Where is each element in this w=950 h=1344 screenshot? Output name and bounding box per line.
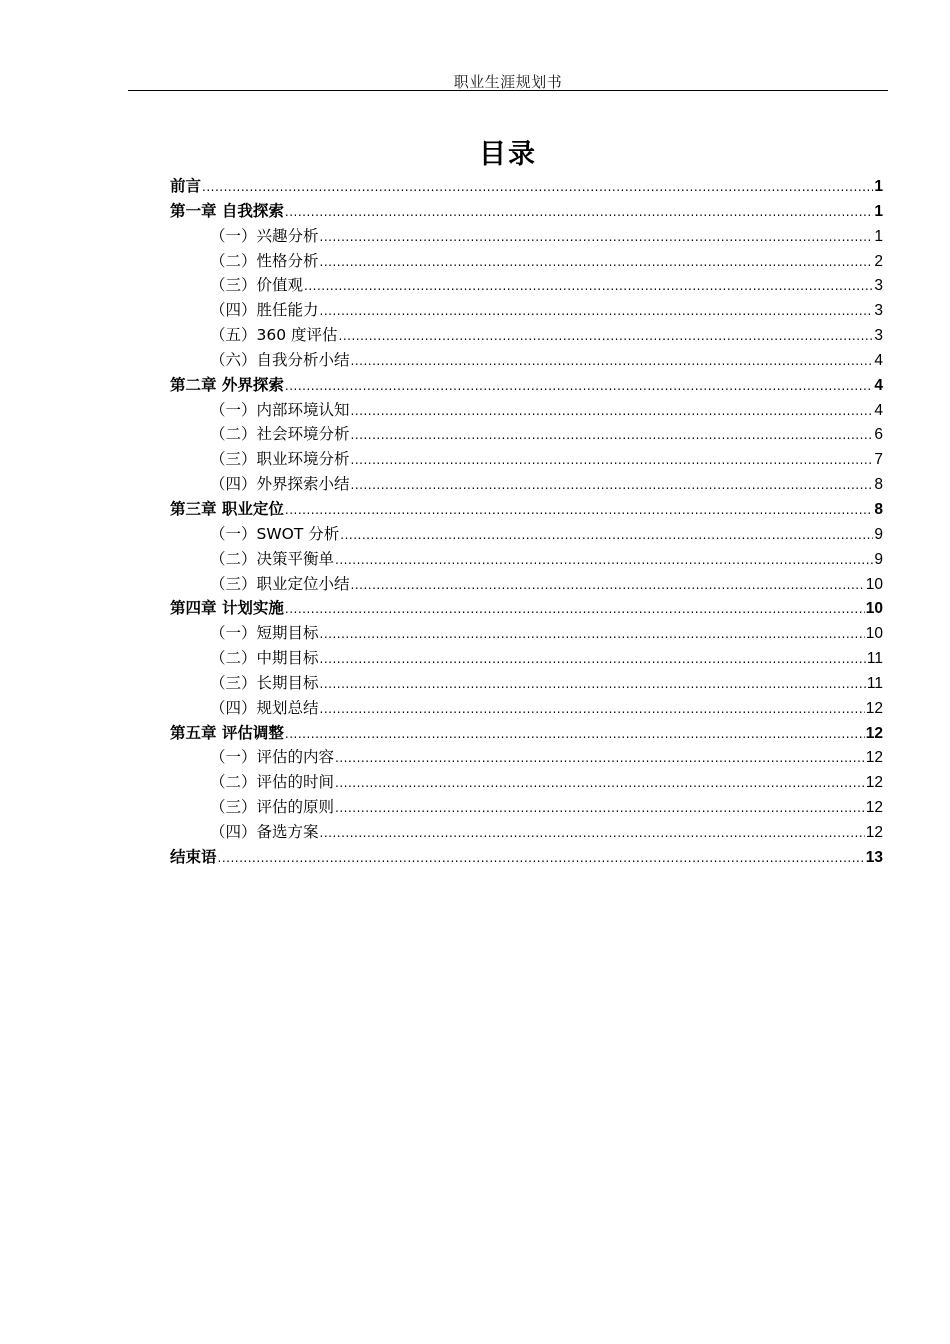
toc-section-entry[interactable] [170,646,883,671]
toc-dot-leader [218,845,865,871]
toc-dot-leader [335,547,873,573]
toc-page-number: 3 [874,327,883,345]
toc-dot-leader [285,497,873,523]
table-of-contents [170,174,883,870]
toc-entry-label: （三）价值观 [210,276,304,295]
toc-dot-leader [335,795,865,821]
toc-page-number: 12 [865,823,883,841]
toc-heading: 目录 [479,139,537,170]
toc-dot-leader [335,770,865,796]
toc-chapter-entry[interactable] [170,373,883,398]
toc-dot-leader [320,298,874,324]
toc-entry-label: （四）外界探索小结 [210,475,350,494]
toc-page-number: 4 [874,401,883,419]
toc-dot-leader [285,596,865,622]
toc-page-number: 10 [865,625,883,643]
toc-dot-leader [351,447,874,473]
toc-dot-leader [320,646,866,672]
toc-entry-label: 第四章 计划实施 [170,599,284,618]
header-divider [128,90,888,91]
toc-entry-label: （二）决策平衡单 [210,549,335,568]
toc-entry-label: （三）长期目标 [210,673,319,692]
toc-entry-label: （一）兴趣分析 [210,226,319,245]
toc-dot-leader [351,422,874,448]
toc-section-entry[interactable] [170,770,883,795]
toc-dot-leader [339,323,874,349]
toc-chapter-entry[interactable] [170,199,883,224]
toc-entry-label: （二）中期目标 [210,649,319,668]
toc-entry-label: 前言 [170,177,202,195]
toc-dot-leader [320,820,865,846]
toc-entry-label: 结束语 [170,847,217,866]
running-header-title: 职业生涯规划书 [453,73,563,91]
toc-page-number: 12 [865,699,883,717]
toc-section-entry[interactable] [170,422,883,447]
toc-page-number: 12 [865,749,883,767]
toc-page-number: 10 [865,600,883,618]
toc-entry-label: 第三章 职业定位 [170,499,284,518]
toc-section-entry[interactable] [170,621,883,646]
toc-dot-leader [351,572,865,598]
toc-dot-leader [340,522,873,548]
toc-page-number: 9 [874,550,883,568]
toc-dot-leader [285,373,873,399]
toc-page-number: 8 [874,476,883,494]
toc-chapter-entry[interactable] [170,497,883,522]
toc-page-number: 13 [865,848,883,866]
toc-entry-label: 第一章 自我探索 [170,201,284,220]
toc-section-entry[interactable] [170,298,883,323]
toc-section-entry[interactable] [170,348,883,373]
toc-section-entry[interactable] [170,224,883,249]
toc-entry-label: （三）职业定位小结 [210,574,350,593]
toc-page-number: 2 [874,252,883,270]
toc-section-entry[interactable] [170,398,883,423]
toc-dot-leader [351,398,874,424]
toc-dot-leader [304,273,873,299]
toc-entry-label: 第五章 评估调整 [170,723,284,742]
toc-entry-label: （三）职业环境分析 [210,450,350,469]
toc-entry-label: （二）社会环境分析 [210,425,350,444]
toc-section-entry[interactable] [170,572,883,597]
toc-entry-label: （四）备选方案 [210,822,319,841]
toc-dot-leader [285,199,873,225]
toc-page-number: 1 [874,227,883,245]
toc-entry-label: （二）评估的时间 [210,773,335,792]
toc-section-entry[interactable] [170,671,883,696]
toc-page-number: 10 [865,575,883,593]
toc-section-entry[interactable] [170,273,883,298]
toc-entry-label: （四）规划总结 [210,698,319,717]
toc-entry-label: （三）评估的原则 [210,798,335,817]
toc-section-entry[interactable] [170,447,883,472]
toc-chapter-entry[interactable] [170,174,883,199]
toc-entry-label: （四）胜任能力 [210,301,319,320]
toc-section-entry[interactable] [170,795,883,820]
toc-section-entry[interactable] [170,249,883,274]
toc-dot-leader [351,472,874,498]
toc-entry-label: （一）评估的内容 [210,748,335,767]
toc-page-number: 11 [866,650,883,668]
toc-entry-label: （一）SWOT 分析 [210,524,340,543]
toc-page-number: 12 [865,774,883,792]
toc-dot-leader [320,621,865,647]
toc-section-entry[interactable] [170,522,883,547]
toc-dot-leader [320,671,866,697]
toc-section-entry[interactable] [170,696,883,721]
toc-chapter-entry[interactable] [170,596,883,621]
toc-page-number: 1 [874,178,883,195]
toc-dot-leader [320,696,865,722]
toc-page-number: 1 [874,202,883,220]
toc-page-number: 9 [874,525,883,543]
toc-entry-label: （二）性格分析 [210,251,319,270]
toc-section-entry[interactable] [170,745,883,770]
toc-section-entry[interactable] [170,820,883,845]
toc-dot-leader [285,721,865,747]
toc-entry-label: （六）自我分析小结 [210,350,350,369]
toc-section-entry[interactable] [170,547,883,572]
toc-entry-label: 第二章 外界探索 [170,375,284,394]
toc-page-number: 4 [874,376,883,394]
toc-page-number: 4 [874,351,883,369]
toc-page-number: 6 [874,426,883,444]
toc-dot-leader [320,224,874,250]
toc-entry-label: （一）内部环境认知 [210,400,350,419]
toc-page-number: 3 [874,277,883,295]
toc-page-number: 3 [874,302,883,320]
toc-chapter-entry[interactable] [170,721,883,746]
toc-section-entry[interactable] [170,323,883,348]
toc-dot-leader [351,348,874,374]
toc-dot-leader [335,745,865,771]
toc-page-number: 7 [874,451,883,469]
toc-page-number: 12 [865,724,883,742]
toc-section-entry[interactable] [170,472,883,497]
toc-chapter-entry[interactable] [170,845,883,870]
toc-entry-label: （一）短期目标 [210,624,319,643]
toc-page-number: 11 [866,674,883,692]
toc-dot-leader [202,174,873,200]
toc-entry-label: （五）360 度评估 [210,326,338,345]
toc-page-number: 8 [874,500,883,518]
toc-dot-leader [320,249,874,275]
toc-page-number: 12 [865,799,883,817]
